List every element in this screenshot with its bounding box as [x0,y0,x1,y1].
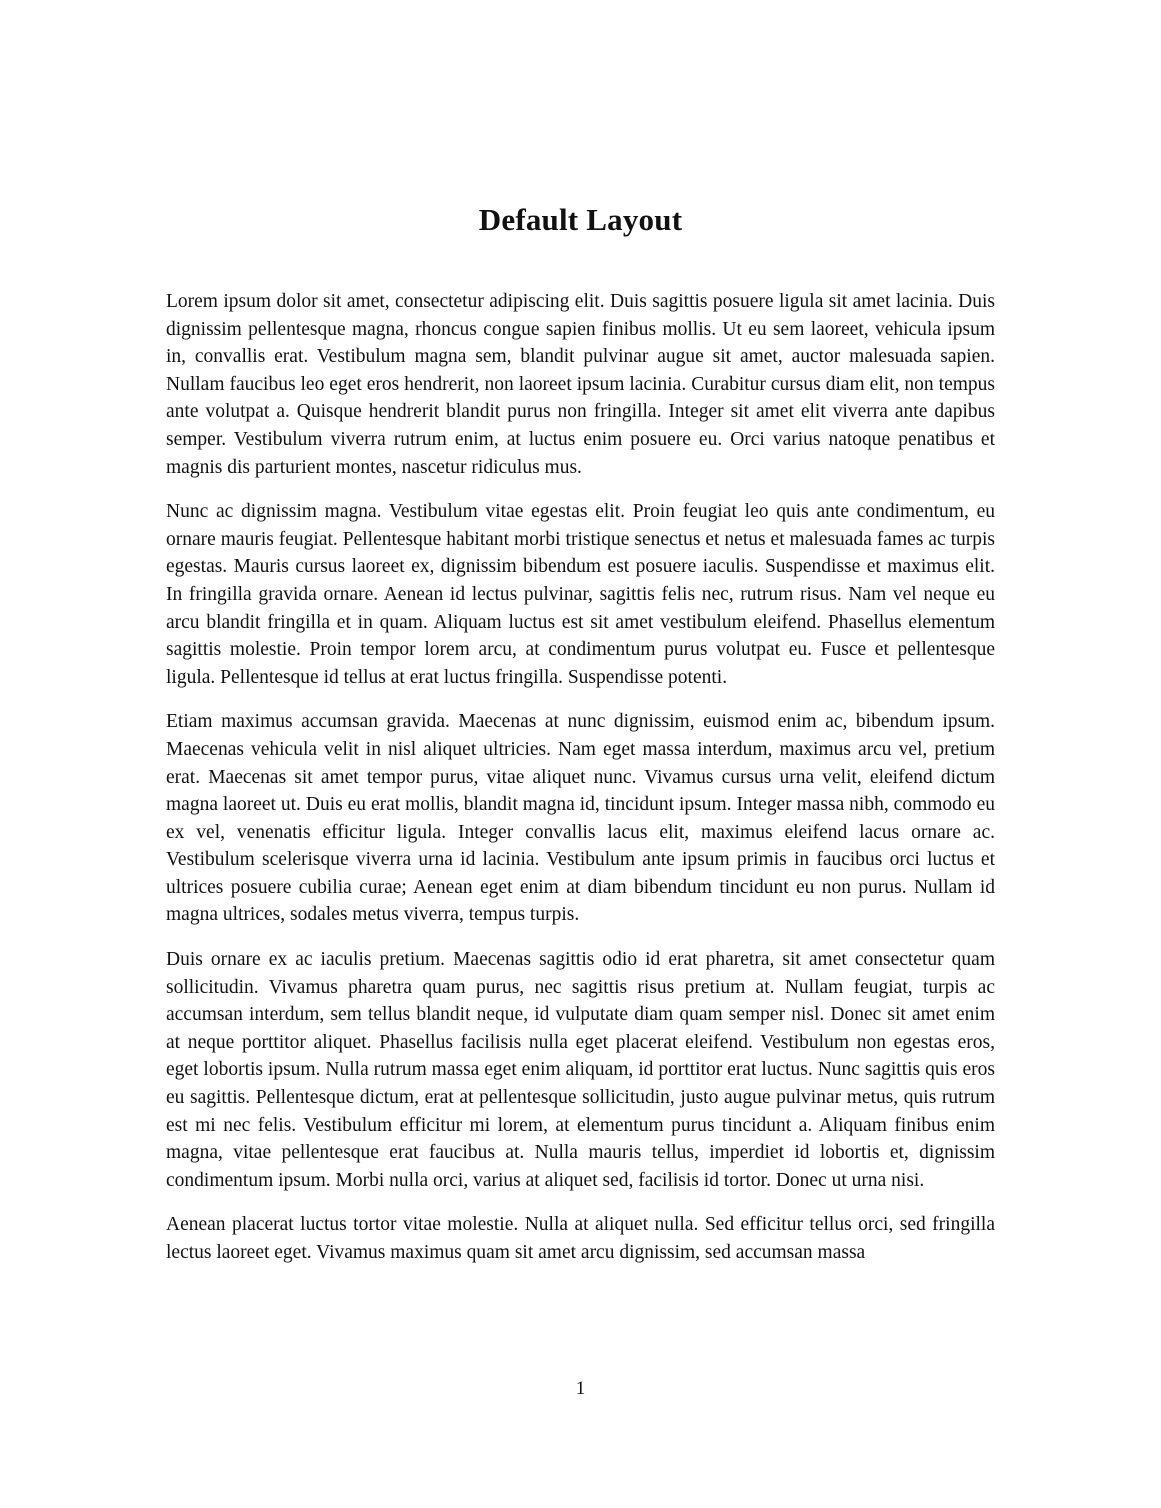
paragraph-2: Nunc ac dignissim magna. Vestibulum vitae egestas elit. Proin feugiat leo quis ante condimentum, eu ornare mauris feugiat. Pellentesque habitant morbi tristique senectus et netus et malesuada fames ac turpis egestas. Mauris cursus laoreet ex, dignissim bibendum est posuere iaculis. Suspendisse et maximus elit. In fringilla gravida ornare. Aenean id lectus pulvinar, sagittis felis nec, rutrum risus. Nam vel neque eu arcu blandit fringilla et in quam. Aliquam luctus est sit amet vestibulum eleifend. Phasellus elementum sagittis molestie. Proin tempor lorem arcu, at condimentum purus volutpat eu. Fusce et pellentesque ligula. Pellentesque id tellus at erat luctus fringilla. Suspendisse potenti. [166,501,995,688]
paragraph-5: Aenean placerat luctus tortor vitae molestie. Nulla at aliquet nulla. Sed efficitur tellus orci, sed fringilla lectus laoreet eget. Vivamus maximus quam sit amet arcu dignissim, sed accumsan massa [166,1214,995,1263]
paragraph-3: Etiam maximus accumsan gravida. Maecenas at nunc dignissim, euismod enim ac, bibendum ipsum. Maecenas vehicula velit in nisl aliquet ultricies. Nam eget massa interdum, maximus arcu vel, pretium erat. Maecenas sit amet tempor purus, vitae aliquet nunc. Vivamus cursus urna velit, eleifend dictum magna laoreet ut. Duis eu erat mollis, blandit magna id, tincidunt ipsum. Integer massa nibh, commodo eu ex vel, venenatis efficitur ligula. Integer convallis lacus elit, maximus eleifend lacus ornare ac. Vestibulum scelerisque viverra urna id lacinia. Vestibulum ante ipsum primis in faucibus orci luctus et ultrices posuere cubilia curae; Aenean eget enim at diam bibendum tincidunt eu non purus. Nullam id magna ultrices, sodales metus viverra, tempus turpis. [166,711,995,926]
page-title: Default Layout [478,202,683,237]
paragraph-4: Duis ornare ex ac iaculis pretium. Maecenas sagittis odio id erat pharetra, sit amet consectetur quam sollicitudin. Vivamus pharetra quam purus, nec sagittis risus pretium at. Nullam feugiat, turpis ac accumsan interdum, sem tellus blandit neque, id vulputate diam quam semper nisl. Donec sit amet enim at neque porttitor aliquet. Phasellus facilisis nulla eget placerat eleifend. Vestibulum non egestas eros, eget lobortis ipsum. Nulla rutrum massa eget enim aliquam, id porttitor erat luctus. Nunc sagittis quis eros eu sagittis. Pellentesque dictum, erat at pellentesque sollicitudin, justo augue pulvinar metus, quis rutrum est mi nec felis. Vestibulum efficitur mi lorem, at elementum purus tincidunt a. Aliquam finibus enim magna, vitae pellentesque erat faucibus at. Nulla mauris tellus, imperdiet id lobortis et, dignissim condimentum ipsum. Morbi nulla orci, varius at aliquet sed, facilisis id tortor. Donec ut urna nisi. [166,949,995,1191]
page-number: 1 [575,1378,586,1399]
body-text [166,288,995,1284]
paragraph-1: Lorem ipsum dolor sit amet, consectetur adipiscing elit. Duis sagittis posuere ligula sit amet lacinia. Duis dignissim pellentesque magna, rhoncus congue sapien finibus mollis. Ut eu sem laoreet, vehicula ipsum in, convallis erat. Vestibulum magna sem, blandit pulvinar augue sit amet, auctor malesuada sapien. Nullam faucibus leo eget eros hendrerit, non laoreet ipsum lacinia. Curabitur cursus diam elit, non tempus ante volutpat a. Quisque hendrerit blandit purus non fringilla. Integer sit amet elit viverra ante dapibus semper. Vestibulum viverra rutrum enim, at luctus enim posuere eu. Orci varius natoque penatibus et magnis dis parturient montes, nascetur ridiculus mus. [166,291,995,478]
